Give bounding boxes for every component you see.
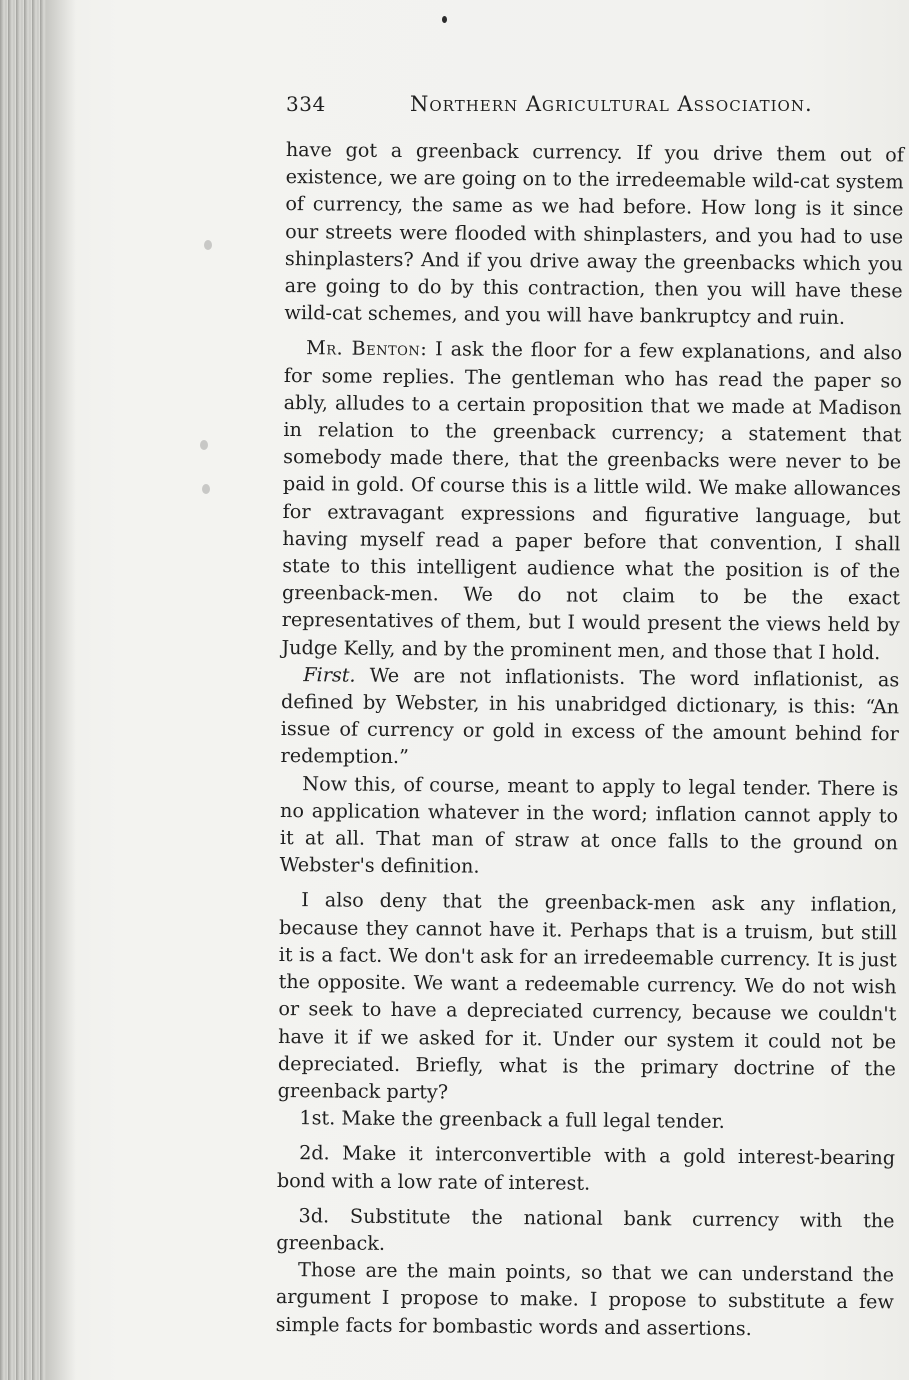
list-item [276, 1202, 894, 1262]
paragraph-text: have got a greenback currency. If you drive them out of existence, we are going on to the irredeemable wild-cat system of currency, the same as we had before. How long is it since our streets were flooded with shinplasters, and you had to use shinplasters? And if you drive away the greenbacks which you are going to do by this contraction, then you will have these wild-cat schemes, and you will have bankruptcy and ruin. [284, 137, 904, 330]
paragraph [280, 661, 899, 775]
ink-dot [442, 16, 447, 23]
page-number: 334 [286, 92, 326, 116]
paragraph-text: I ask the floor for a few explanations, and also for some replies. The gentleman who has read the paper so ably, alludes to a certain proposition that we made at Madison in relation to the greenback currency; a statement that somebody made there, that the greenbacks were never to be paid in gold. Of course this is a little wild. We make allowances for extravagant expressions and figurative language, but having myself read a paper before that convention, I shall state to this intelligent audience what the position is of the greenback-men. We do not claim to be the exact representatives of them, but I would present the views held by Judge Kelly, and by the prominent men, and those that I hold. [281, 337, 903, 664]
paragraph [280, 770, 899, 884]
margin-speck [200, 440, 208, 450]
body-text [276, 136, 904, 1343]
running-head: Northern Agricultural Association. [410, 92, 813, 116]
paragraph-text: 1st. Make the greenback a full legal tender. [299, 1106, 725, 1133]
paragraph-text: I also deny that the greenback-men ask any inflation, because they cannot have it. Perhaps that is a truism, but still it is a fact. We don't ask for an irredeemable currency. It is just the opposite. We want a redeemable currency. We do not wish or seek to have a depreciated currency, because we couldn't have it if we asked for it. Under our system it could not be depreciated. Briefly, what is the primary doctrine of the greenback party? [277, 888, 898, 1104]
list-item [277, 1139, 895, 1199]
paragraph-text: We are not inflationists. The word inflationist, as defined by Webster, in his unabridged dictionary, is this: “An issue of currency or gold in excess of the amount behind for redemption.” [280, 663, 900, 769]
gutter-shadow [46, 0, 76, 1380]
page-header [286, 92, 846, 122]
book-binding-edge [0, 0, 46, 1380]
paragraph-lead: First. [303, 663, 356, 687]
paragraph-text: 2d. Make it interconvertible with a gold interest-bearing bond with a low rate of interest. [276, 1141, 896, 1195]
paragraph-text: Those are the main points, so that we can understand the argument I propose to make. I propose to substitute a few simple facts for bombastic words and assertions. [275, 1258, 895, 1340]
paragraph [278, 886, 898, 1109]
list-item [277, 1104, 895, 1137]
paragraph [284, 136, 904, 332]
margin-speck [202, 484, 210, 494]
margin-speck [204, 240, 212, 250]
speaker-name: Mr. Benton: [306, 336, 428, 361]
paragraph [281, 334, 902, 666]
paragraph [276, 1256, 895, 1343]
paragraph-text: 3d. Substitute the national bank currency with the greenback. [276, 1203, 895, 1255]
paragraph-text: Now this, of course, meant to apply to legal tender. There is no application whatever in the word; inflation cannot apply to it at all. That man of straw at once falls to the ground on Webster's definition. [279, 771, 899, 878]
